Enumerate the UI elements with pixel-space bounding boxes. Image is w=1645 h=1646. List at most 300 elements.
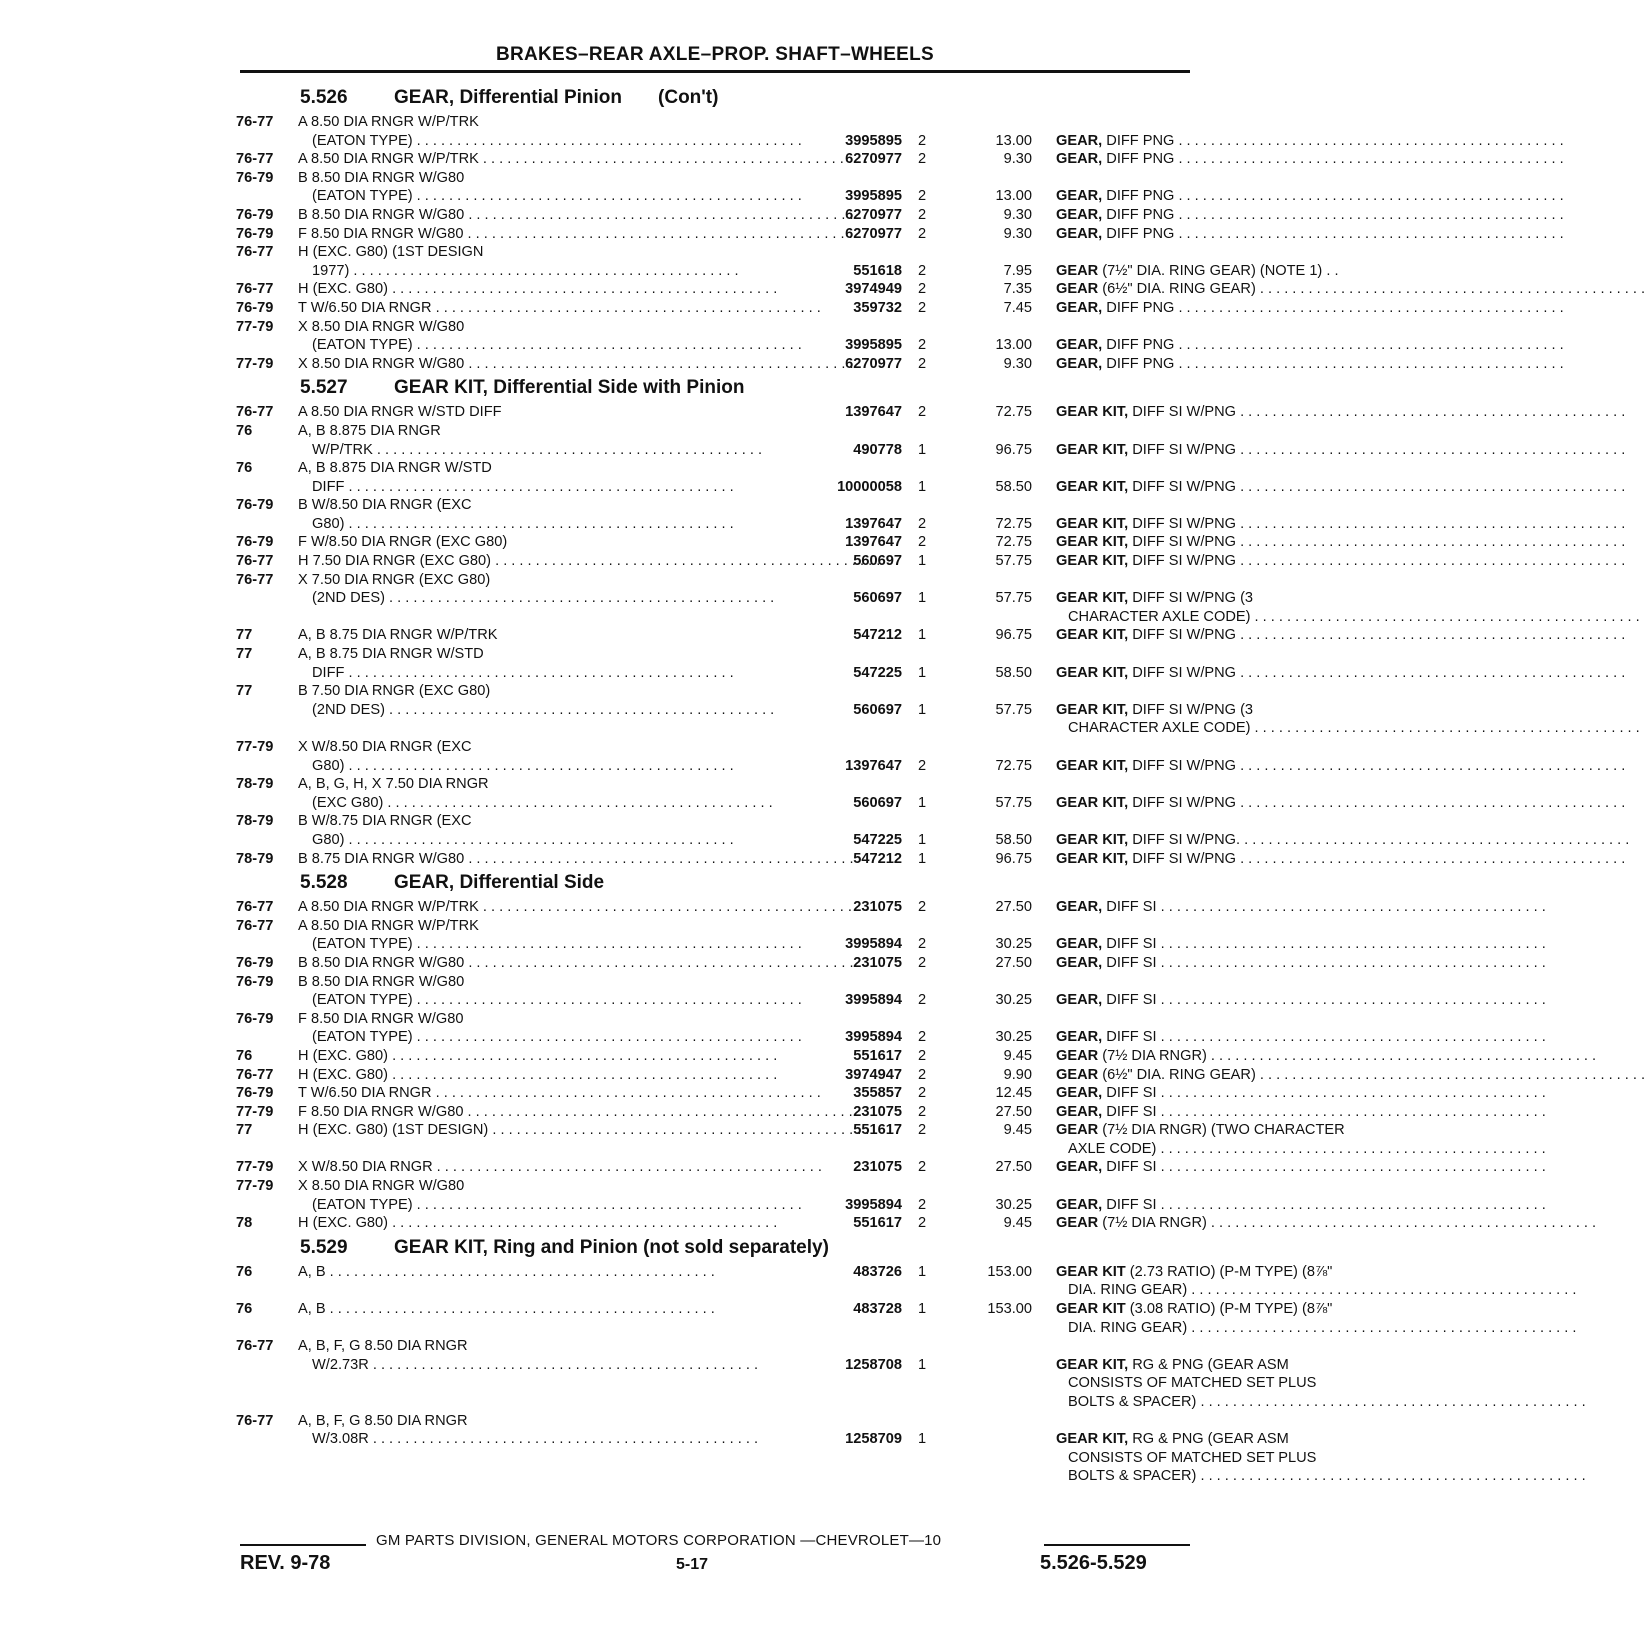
application-cell [312,187,798,206]
application-cell [298,280,798,299]
part-name-cell [1056,1158,1428,1177]
application-cell [312,757,798,776]
model-year: 78-79 [236,850,274,867]
application-cell [312,336,798,355]
quantity: 1 [918,553,927,570]
footer-section-range: 5.526-5.529 [1040,1552,1147,1574]
quantity: 2 [918,151,927,168]
parts-row [236,552,1237,571]
part-number: 359732 [853,299,902,316]
application-desc: F 8.50 DIA RNGR W/G80 [298,1010,464,1027]
model-year: 78-79 [236,813,274,830]
quantity: 1 [918,794,927,811]
model-year: 76-77 [236,553,274,570]
part-name-bold: GEAR, [1056,1029,1103,1046]
part-name-cell [1056,850,1428,869]
application-desc: B 8.50 DIA RNGR W/G80 . . . [298,207,854,223]
quantity: 1 [918,831,927,848]
footer-revision: REV. 9-78 [240,1552,331,1574]
application-cell [298,318,798,337]
part-name-desc: DIFF PNG . . . [1106,300,1563,316]
list-price: 57.75 [995,553,1032,570]
part-name-desc: AXLE CODE) . . . [1068,1141,1546,1157]
model-year: 76-77 [236,404,274,421]
list-price: 153.00 [987,1263,1032,1280]
part-number: 6270977 [845,206,902,223]
quantity: 2 [918,281,927,298]
application-desc: X 7.50 DIA RNGR (EXC G80) [298,571,491,588]
section-name: GEAR KIT, Ring and Pinion (not sold separately) [394,1236,829,1258]
parts-row [236,1430,1289,1449]
application-cell [298,1177,798,1196]
part-number: 551617 [853,1047,902,1064]
list-price: 9.45 [1003,1047,1032,1064]
list-price: 96.75 [995,627,1032,644]
parts-row [236,441,1237,460]
part-name-cell [1056,1084,1428,1103]
footer-publisher: GM PARTS DIVISION, GENERAL MOTORS CORPORATION —CHEVROLET—10 [376,1532,942,1549]
quantity: 2 [918,1159,927,1176]
parts-row [236,169,1196,188]
application-desc: X W/8.50 DIA RNGR (EXC [298,739,472,755]
application-cell [298,1300,798,1319]
parts-row [236,150,1196,169]
part-name-desc: DIFF SI W/PNG . . . [1132,516,1625,532]
part-number: 3974947 [845,1066,902,1083]
part-name-bold: GEAR, [1056,936,1103,953]
application-desc: A 8.50 DIA RNGR W/P/TRK [298,114,479,130]
part-name-bold: GEAR, [1056,992,1103,1009]
part-name-cell [1068,1140,1428,1159]
part-name-cell [1056,1300,1428,1319]
part-name-cell [1056,187,1428,206]
application-desc: A 8.50 DIA RNGR W/P/TRK [298,917,479,934]
part-name-desc: DIFF SI . . . [1106,1104,1546,1120]
parts-row [236,355,1196,374]
part-name-bold: GEAR KIT, [1056,664,1129,681]
application-cell [298,1337,798,1356]
application-desc: (EATON TYPE) . . . [312,133,802,149]
part-name-desc: DIFF SI . . . [1106,899,1546,915]
part-name-cell [1056,299,1428,318]
part-name-desc: DIFF SI . . . [1106,1159,1546,1175]
part-number: 231075 [853,1103,902,1120]
part-name-desc: (7½ DIA RNGR) (TWO CHARACTER [1102,1122,1345,1139]
parts-row [236,1214,1207,1233]
part-name-cell [1068,1374,1428,1393]
part-name-desc: DIFF SI . . . [1106,1085,1546,1101]
model-year: 77-79 [236,1159,274,1176]
parts-row [236,1356,1289,1375]
model-year: 77 [236,646,253,663]
application-cell [298,113,798,132]
section-number: 5.528 [300,872,348,894]
model-year: 76-77 [236,114,274,130]
part-number: 10000058 [837,478,902,495]
list-price: 96.75 [995,850,1032,867]
parts-row [236,1121,1345,1140]
part-name-desc: DIFF SI W/PNG . . . [1132,479,1625,495]
application-desc: A, B . . . [298,1301,715,1317]
part-number: 483726 [853,1263,902,1280]
part-name-bold: GEAR, [1056,954,1103,971]
part-number: 551618 [853,262,902,279]
list-price: 27.50 [995,1103,1032,1120]
part-number: 3995894 [845,992,902,1009]
application-cell [312,1356,798,1375]
parts-row [236,1196,1196,1215]
parts-row [236,225,1196,244]
application-desc: T W/6.50 DIA RNGR . . . [298,300,821,316]
part-name-desc: CONSISTS OF MATCHED SET PLUS [1068,1375,1317,1392]
part-name-cell [1068,1449,1428,1468]
parts-row [236,682,1196,701]
application-cell [298,954,798,973]
quantity: 2 [918,225,927,242]
application-cell [298,738,798,757]
part-name-desc: (2.73 RATIO) (P-M TYPE) (8⅞" [1129,1263,1333,1280]
part-name-cell [1056,831,1428,850]
application-cell [298,1084,798,1103]
model-year: 76-79 [236,1010,274,1027]
part-name-desc: CHARACTER AXLE CODE) . . . [1068,720,1640,736]
part-name-bold: GEAR KIT [1056,1301,1126,1318]
application-cell [312,589,798,608]
parts-row [236,243,1196,262]
section-number: 5.527 [300,377,348,399]
application-desc: (EATON TYPE) . . . [312,992,802,1008]
part-number: 547212 [853,627,902,644]
part-name-bold: GEAR, [1056,337,1103,354]
application-desc: X 8.50 DIA RNGR W/G80 [298,318,465,335]
part-name-cell [1068,1319,1428,1338]
application-desc: W/3.08R . . . [312,1431,758,1447]
part-name-desc: DIA. RING GEAR) . . . [1068,1320,1576,1336]
part-name-desc: DIFF SI W/PNG . . . [1132,553,1625,569]
quantity: 1 [918,590,927,607]
application-cell [312,1028,798,1047]
application-desc: A 8.50 DIA RNGR W/STD DIFF [298,404,502,421]
application-cell [298,973,798,992]
part-number: 547212 [853,850,902,867]
application-cell [312,794,798,813]
part-name-desc: DIFF SI W/PNG . . . [1132,404,1625,420]
list-price: 9.30 [1003,151,1032,168]
parts-row [236,1337,1196,1356]
application-desc: F 8.50 DIA RNGR W/G80 . . . [298,226,853,242]
parts-row [236,459,1196,478]
application-desc: (2ND DES) . . . [312,590,774,606]
application-cell [312,515,798,534]
application-desc: H (EXC. G80) . . . [298,1215,777,1231]
list-price: 72.75 [995,757,1032,774]
application-desc: A, B 8.875 DIA RNGR [298,422,441,439]
model-year: 76-77 [236,151,274,168]
list-price: 58.50 [995,664,1032,681]
list-price: 7.45 [1003,299,1032,316]
application-cell [298,812,798,831]
part-number: 3974949 [845,281,902,298]
quantity: 2 [918,206,927,223]
quantity: 2 [918,515,927,532]
model-year: 76 [236,1301,253,1318]
model-year: 77-79 [236,1178,274,1195]
part-name-cell [1056,403,1428,422]
application-cell [298,496,798,515]
parts-row [236,794,1237,813]
part-name-bold: GEAR, [1056,132,1103,149]
part-name-cell [1056,1196,1428,1215]
model-year: 76-79 [236,954,274,971]
part-name-bold: GEAR KIT, [1056,590,1129,607]
quantity: 1 [918,1431,927,1448]
model-year: 77 [236,683,253,700]
parts-row [236,1319,1196,1338]
section-title [236,83,1196,113]
part-name-cell [1056,935,1428,954]
part-name-cell [1056,206,1428,225]
part-number: 547225 [853,831,902,848]
application-desc: A, B 8.75 DIA RNGR W/STD [298,646,484,663]
parts-row [236,1449,1317,1468]
model-year: 77 [236,1122,253,1139]
quantity: 2 [918,1029,927,1046]
application-desc: W/P/TRK . . . [312,442,762,458]
part-number: 1258708 [845,1356,902,1373]
application-cell [298,626,798,645]
quantity: 1 [918,664,927,681]
part-name-desc: DIFF SI W/PNG . . . [1132,534,1625,550]
parts-row [236,831,1241,850]
application-desc: A, B, F, G 8.50 DIA RNGR [298,1338,468,1355]
part-name-bold: GEAR KIT, [1056,701,1129,718]
list-price: 72.75 [995,515,1032,532]
quantity: 1 [918,627,927,644]
model-year: 78 [236,1215,253,1232]
part-number: 3995894 [845,1029,902,1046]
part-number: 483728 [853,1301,902,1318]
part-name-cell [1056,150,1428,169]
part-name-bold: GEAR [1056,1066,1099,1083]
part-number: 551617 [853,1122,902,1139]
parts-row [236,1281,1196,1300]
parts-row [236,1374,1317,1393]
part-name-desc: DIFF SI W/PNG (3 [1132,701,1254,718]
application-cell [298,299,798,318]
list-price: 12.45 [995,1085,1032,1102]
parts-row [236,664,1237,683]
application-cell [312,991,798,1010]
part-name-cell [1056,355,1428,374]
parts-row [236,1066,1256,1085]
part-name-desc: DIFF SI . . . [1106,955,1546,971]
part-name-bold: GEAR, [1056,355,1103,372]
part-number: 231075 [853,899,902,916]
quantity: 2 [918,757,927,774]
application-cell [298,1047,798,1066]
application-desc: W/2.73R . . . [312,1357,758,1373]
application-cell [298,1010,798,1029]
page-header: BRAKES–REAR AXLE–PROP. SHAFT–WHEELS [495,44,935,65]
parts-row [236,113,1196,132]
application-cell [298,898,798,917]
application-desc: G80) . . . [312,832,734,848]
quantity: 2 [918,1047,927,1064]
list-price: 9.30 [1003,206,1032,223]
part-name-bold: GEAR, [1056,899,1103,916]
application-cell [298,169,798,188]
quantity: 1 [918,1301,927,1318]
part-name-bold: GEAR KIT, [1056,1356,1129,1373]
part-name-cell [1056,1103,1428,1122]
part-name-cell [1056,552,1428,571]
part-name-cell [1056,533,1428,552]
part-name-cell [1068,608,1428,627]
part-name-desc: DIFF SI . . . [1106,1197,1546,1213]
application-desc: X 8.50 DIA RNGR W/G80 . . . [298,356,854,372]
part-name-desc: DIA. RING GEAR) . . . [1068,1282,1576,1298]
parts-row [236,1047,1207,1066]
parts-row [236,973,1196,992]
section-number: 5.526 [300,87,348,108]
list-price: 7.35 [1003,281,1032,298]
part-name-cell [1056,225,1428,244]
quantity: 2 [918,1066,927,1083]
quantity: 1 [918,701,927,718]
model-year: 76-77 [236,571,274,588]
parts-row [236,515,1237,534]
model-year: 76-79 [236,1085,274,1102]
model-year: 76-77 [236,244,274,261]
part-name-desc: CONSISTS OF MATCHED SET PLUS [1068,1449,1317,1466]
model-year: 76-77 [236,899,274,916]
part-name-cell [1056,336,1428,355]
application-desc: F W/8.50 DIA RNGR (EXC G80) [298,534,508,551]
model-year: 76-79 [236,497,274,514]
parts-row [236,608,1251,627]
section-title [236,373,1196,403]
list-price: 57.75 [995,794,1032,811]
part-name-cell [1068,719,1428,738]
parts-row [236,478,1237,497]
list-price: 30.25 [995,1196,1032,1213]
list-price: 13.00 [995,188,1032,205]
model-year: 76-79 [236,973,274,990]
parts-row [236,571,1196,590]
part-name-cell [1056,794,1428,813]
part-name-desc: DIFF PNG . . . [1106,337,1563,353]
part-name-desc: DIFF PNG . . . [1106,188,1563,204]
quantity: 2 [918,936,927,953]
part-name-cell [1068,1281,1428,1300]
application-cell [298,243,798,262]
parts-listing [236,83,1345,1486]
part-name-desc: (3.08 RATIO) (P-M TYPE) (8⅞" [1129,1301,1333,1318]
quantity: 2 [918,1215,927,1232]
footer-page-number: 5-17 [676,1556,709,1573]
part-number: 560697 [853,590,902,607]
part-number: 231075 [853,954,902,971]
part-name-desc: (7½ DIA RNGR) . . . [1102,1215,1596,1231]
section-name: GEAR, Differential Side [394,872,605,894]
parts-row [236,336,1196,355]
part-number: 560697 [853,553,902,570]
application-cell [312,478,798,497]
parts-row [236,422,1196,441]
parts-row [236,1010,1196,1029]
application-desc: B 7.50 DIA RNGR (EXC G80) [298,683,491,700]
application-desc: H 7.50 DIA RNGR (EXC G80) . . . [298,553,880,569]
application-desc: H (EXC. G80) . . . [298,1067,777,1083]
model-year: 76-77 [236,281,274,298]
list-price: 57.75 [995,701,1032,718]
part-number: 6270977 [845,355,902,372]
application-desc: (EATON TYPE) . . . [312,188,802,204]
application-cell [298,850,798,869]
model-year: 76-79 [236,299,274,316]
part-name-desc: DIFF SI W/PNG . . . [1132,665,1625,681]
header-rule [240,70,1190,73]
part-name-cell [1056,478,1428,497]
quantity: 1 [918,478,927,495]
part-name-bold: GEAR KIT, [1056,534,1129,551]
part-name-bold: GEAR, [1056,1196,1103,1213]
parts-row [236,917,1196,936]
list-price: 58.50 [995,478,1032,495]
parts-row [236,589,1254,608]
part-name-cell [1056,1430,1428,1449]
application-cell [298,1066,798,1085]
part-name-desc: DIFF SI . . . [1106,936,1546,952]
quantity: 1 [918,1263,927,1280]
application-desc: H (EXC. G80) . . . [298,281,777,297]
parts-row [236,1263,1333,1282]
quantity: 2 [918,992,927,1009]
application-desc: F 8.50 DIA RNGR W/G80 . . . [298,1104,853,1120]
list-price: 9.45 [1003,1215,1032,1232]
application-cell [298,355,798,374]
application-cell [298,571,798,590]
quantity: 2 [918,337,927,354]
part-name-desc: (7½" DIA. RING GEAR) (NOTE 1) . . [1102,262,1339,279]
part-name-cell [1056,1066,1428,1085]
parts-row [236,280,1256,299]
application-desc: (2ND DES) . . . [312,702,774,718]
application-desc: A, B 8.75 DIA RNGR W/P/TRK [298,627,498,644]
part-name-desc: DIFF SI . . . [1106,1029,1546,1045]
part-number: 547225 [853,664,902,681]
part-name-desc: RG & PNG (GEAR ASM [1132,1356,1289,1373]
part-number: 560697 [853,701,902,718]
application-desc: H (EXC. G80) (1ST DESIGN) . . . [298,1122,878,1138]
quantity: 2 [918,1103,927,1120]
list-price: 72.75 [995,404,1032,421]
part-name-cell [1056,701,1428,720]
list-price: 27.50 [995,954,1032,971]
part-name-bold: GEAR KIT, [1056,850,1129,867]
quantity: 2 [918,1196,927,1213]
application-desc: A, B, G, H, X 7.50 DIA RNGR [298,776,489,793]
part-name-bold: GEAR, [1056,1103,1103,1120]
part-name-cell [1056,757,1428,776]
part-name-bold: GEAR KIT, [1056,553,1129,570]
part-name-desc: DIFF SI W/PNG. . . . [1132,832,1629,848]
part-name-bold: GEAR, [1056,299,1103,316]
part-name-desc: DIFF SI W/PNG . . . [1132,851,1625,867]
application-desc: (EATON TYPE) . . . [312,1197,802,1213]
list-price: 153.00 [987,1301,1032,1318]
part-name-bold: GEAR [1056,281,1099,298]
